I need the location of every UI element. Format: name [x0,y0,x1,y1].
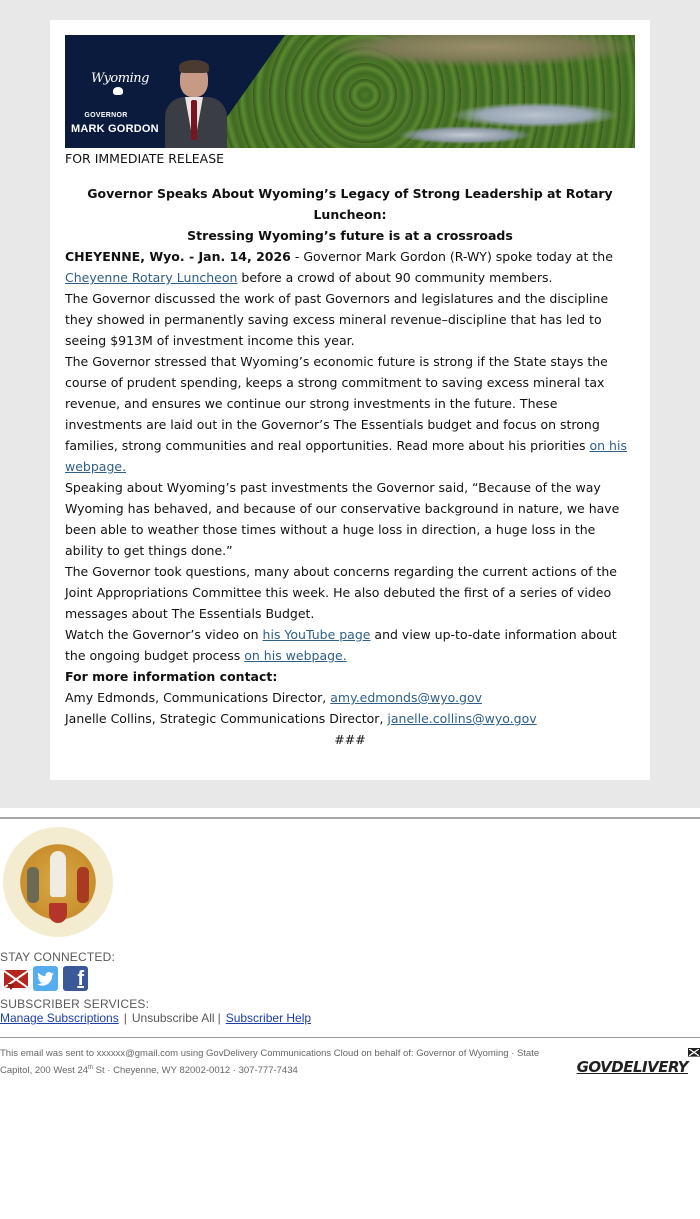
contact-heading-text: For more information contact: [65,669,278,684]
stay-connected-label: STAY CONNECTED: [0,950,116,964]
seal-cowboy-icon [27,867,39,903]
twitter-icon[interactable] [33,966,58,991]
dateline: CHEYENNE, Wyo. - Jan. 14, 2026 [65,249,291,264]
govdelivery-wordmark: GOVDELIVERY [576,1057,688,1076]
banner-governor-name: MARK GORDON [71,123,159,135]
email-subscribe-icon[interactable] [3,966,28,991]
headline-line-2: Stressing Wyoming’s future is at a crossroads [187,228,513,243]
manage-subscriptions-link[interactable]: Manage Subscriptions [0,1011,119,1025]
amy-edmonds-email-link[interactable]: amy.edmonds@wyo.gov [330,690,482,705]
paragraph-economic-future [65,351,635,477]
subscriber-links [0,1011,700,1025]
bucking-horse-icon [113,87,123,95]
link-separator: | [217,1011,221,1025]
footer-divider [0,817,700,819]
speech-tail-icon [7,984,15,990]
facebook-icon[interactable]: f [63,966,88,991]
legal-text [0,1047,575,1078]
paragraph-video [65,624,635,666]
portrait-tie [191,100,197,140]
press-release-body [65,148,635,750]
footer-spacer [0,808,700,817]
paragraph-text: - Governor Mark Gordon (R-WY) spoke today at the [290,249,613,264]
link-separator: | [123,1011,127,1025]
paragraph-dateline [65,246,635,288]
subscriber-help-link[interactable]: Subscriber Help [225,1011,312,1025]
paragraph-text: before a crowd of about 90 community members. [237,270,553,285]
paragraph-text: The Governor stressed that Wyoming’s economic future is strong if the State stays the course of prudent spending, keeps a strong commitment to saving excess mineral tax revenue, and ensures we continue our strong investments in the future. These investments are laid out in the Governor’s The Essentials budget and focus on strong families, strong communities and real opportunities. Read more about his priorities [65,354,608,453]
envelope-icon [688,1048,700,1057]
contact-text: Amy Edmonds, Communications Director, [65,690,331,705]
twitter-bird-icon [37,972,54,986]
unsubscribe-all-link[interactable]: Unsubscribe All [131,1011,215,1025]
banner-governor-label: GOVERNOR [84,112,128,119]
seal-miner-icon [77,867,89,903]
cheyenne-rotary-luncheon-link[interactable]: Cheyenne Rotary Luncheon [65,270,238,285]
governor-portrait [161,57,231,148]
end-of-release-mark: ### [334,732,366,747]
contact-heading [65,666,635,687]
govdelivery-logo[interactable] [577,1058,688,1076]
ordinal-suffix: th [88,1065,94,1071]
legal-line-1: This email was sent to xxxxxx@gmail.com using GovDelivery Communications Cloud on behalf of: Governor of Wyoming · State [0,1048,540,1059]
paragraph-past-governors: The Governor discussed the work of past Governors and legislatures and the discipline they showed in permanently saving excess mineral revenue–discipline that has led to seeing $913M of investment income this year. [65,291,609,348]
legal-footer [0,1038,700,1078]
release-label: FOR IMMEDIATE RELEASE [65,151,225,166]
youtube-page-link[interactable]: his YouTube page [262,627,371,642]
paragraph-text: and view up-to-date information about the ongoing budget process [65,627,617,663]
priorities-webpage-link[interactable]: on his webpage. [65,438,627,474]
release-headline [65,183,635,246]
contact-text: Janelle Collins, Strategic Communications Director, [65,711,388,726]
contact-janelle-collins [65,708,635,729]
paragraph-text: Watch the Governor’s video on [65,627,263,642]
headline-line-1: Governor Speaks About Wyoming’s Legacy of Strong Leadership at Rotary Luncheon: [87,186,613,222]
budget-webpage-link[interactable]: on his webpage. [244,648,347,663]
paragraph-quote: Speaking about Wyoming’s past investments the Governor said, “Because of the way Wyoming has behaved, and because of our conservative background in nature, we have been able to weather those times without a huge loss in direction, a huge loss in the ability to get things done.” [65,480,620,558]
social-links [0,966,700,991]
subscriber-services-label: SUBSCRIBER SERVICES: [0,997,150,1011]
legal-line-2-rest: St · Cheyenne, WY 82002-0012 · 307-777-7434 [93,1065,298,1077]
portrait-hair [179,60,209,73]
contact-amy-edmonds [65,687,635,708]
paragraph-questions: The Governor took questions, many about concerns regarding the current actions of the Joint Appropriations Committee this week. He also debuted the first of a series of video messages about The Essentials Budget. [65,564,617,621]
email-footer [0,827,700,1078]
governor-banner [65,35,635,148]
email-card [50,20,650,780]
wyoming-state-seal [3,827,113,937]
seal-shield-icon [49,903,67,923]
seal-figure-icon [50,851,66,897]
wyoming-logo: Wyoming [91,71,149,86]
legal-line-2: Capitol, 200 West 24 [0,1065,89,1077]
janelle-collins-email-link[interactable]: janelle.collins@wyo.gov [387,711,537,726]
